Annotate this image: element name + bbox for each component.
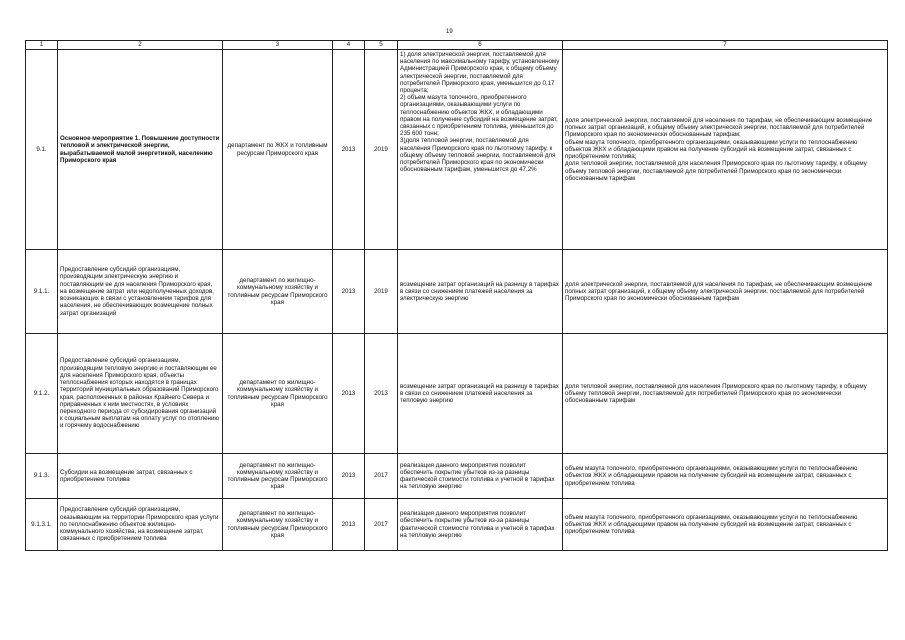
start-year: 2013 [333,250,365,334]
column-number: 6 [398,41,563,50]
expected-result: возмещение затрат организаций на разницу в тарифах в связи со снижением платежей населения за электрическую энергию [398,250,563,334]
indicator: доля электрической энергии, поставляемой для населения по тарифам, не обеспечивающим возмещение полных затрат организаций, к общему объему электрической энергии, поставляемой для потребителей Приморского края по экономически обоснованным тарифам [563,250,888,334]
column-number: 3 [223,41,333,50]
executor: департамент по жилищно-коммунальному хозяйству и топливным ресурсам Приморского края [223,499,333,551]
end-year: 2019 [365,50,398,250]
executor: департамент по ЖКХ и топливным ресурсам Приморского края [223,50,333,250]
column-number: 1 [26,41,58,50]
expected-result: возмещение затрат организаций на разницу в тарифах в связи со снижением платежей населения за тепловую энергию [398,334,563,454]
expected-result: 1) доля электрической энергии, поставляемой для населения по максимальному тарифу, установленному Администрацией Приморского края, к общему объему электрической энергии, поставляемой для потребителей Приморского края, уменьшится до 0,17 процента; 2) объем мазута топочного, приобретенного организациями, оказывающими услуги по теплоснабжению объектов ЖКХ, и обладающими правом на получение субсидий на возмещение затрат, связанных с приобретением топлива, уменьшится до 235 600 тонн; 3)доля тепловой энергии, поставляемой для населения Приморского края по льготному тарифу, к общему объему тепловой энергии, поставляемой для потребителей Приморского края по экономически обоснованным тарифам, уменьшится до 47,2% [398,50,563,250]
column-number: 2 [58,41,223,50]
start-year: 2013 [333,50,365,250]
row-number: 9.1.3. [26,454,58,499]
expected-result: реализация данного мероприятия позволит обеспечить покрытие убытков из-за разницы фактической стоимости топлива и учетной в тарифах на тепловую энергию [398,454,563,499]
row-number: 9.1.2. [26,334,58,454]
page-number: 19 [446,29,453,35]
end-year: 2017 [365,499,398,551]
indicator: доля тепловой энергии, поставляемой для населения Приморского края по льготному тарифу, к общему объему тепловой энергии, поставляемой для потребителей Приморского края по экономически обоснованным тарифам [563,334,888,454]
program-activities-table [25,40,888,551]
end-year: 2017 [365,454,398,499]
executor: департамент по жилищно-коммунальному хозяйству и топливным ресурсам Приморского края [223,250,333,334]
start-year: 2013 [333,499,365,551]
indicator: доля электрической энергии, поставляемой для населения по тарифам, не обеспечивающим возмещение полных затрат организаций, к общему объему электрической энергии, поставляемой для потребителей Приморского края по экономически обоснованным тарифам; объем мазута топочного, приобретенного организациями, оказывающими услуги по теплоснабжению объектов ЖКХ и обладающими правом на получение субсидий на возмещение затрат, связанных с приобретением топлива; доля тепловой энергии, поставляемой для населения Приморского края по льготному тарифу, к общему объему тепловой энергии, поставляемой для потребителей Приморского края по экономически обоснованным тарифам [563,50,888,250]
executor: департамент по жилищно-коммунальному хозяйству и топливным ресурсам Приморского края [223,334,333,454]
column-number: 7 [563,41,888,50]
activity-name: Предоставление субсидий организациям, оказывающим на территории Приморского края услуги по теплоснабжению объектов жилищно-коммунального хозяйства, на возмещение затрат, связанных с приобретением топлива [58,499,223,551]
start-year: 2013 [333,454,365,499]
column-number: 5 [365,41,398,50]
activity-name: Субсидии на возмещение затрат, связанных с приобретением топлива [58,454,223,499]
table-row [26,334,888,454]
expected-result: реализация данного мероприятия позволит обеспечить покрытие убытков из-за разницы фактической стоимости топлива и учетной в тарифах на тепловую энергию [398,499,563,551]
indicator: объем мазута топочного, приобретенного организациями, оказывающими услуги по теплоснабжению объектов ЖКХ и обладающими правом на получение субсидий на возмещение затрат, связанных с приобретением топлива [563,454,888,499]
start-year: 2013 [333,334,365,454]
end-year: 2013 [365,334,398,454]
table-row [26,499,888,551]
end-year: 2019 [365,250,398,334]
table-row [26,454,888,499]
row-number: 9.1.3.1. [26,499,58,551]
column-number: 4 [333,41,365,50]
executor: департамент по жилищно-коммунальному хозяйству и топливным ресурсам Приморского края [223,454,333,499]
row-number: 9.1.1. [26,250,58,334]
activity-name: Основное мероприятие 1. Повышение доступности тепловой и электрической энергии, вырабатываемой малой энергетикой, населению Приморского края [58,50,223,250]
activity-name: Предоставление субсидий организациям, производящим тепловую энергию и поставляющим ее для населения Приморского края, объекты теплоснабжения которых находятся в границах территорий муниципальных образований Приморского края, расположенных в районах Крайнего Севера и приравненных к ним местностях, в условиях переходного периода от субсидирования организаций к социальным выплатам на оплату услуг по отоплению и горячему водоснабжению [58,334,223,454]
table-row [26,250,888,334]
indicator: объем мазута топочного, приобретенного организациями, оказывающими услуги по теплоснабжению объектов ЖКХ и обладающими правом на получение субсидий на возмещение затрат, связанных с приобретением топлива [563,499,888,551]
row-number: 9.1. [26,50,58,250]
activity-name: Предоставление субсидий организациям, производящим электрическую энергию и поставляющим ее для населения Приморского края, на возмещение затрат или недополученных доходов, возникающих в связи с установлением тарифов для населения, не обеспечивающих возмещение полных затрат организаций [58,250,223,334]
table-row [26,50,888,250]
column-number-row [26,41,888,50]
